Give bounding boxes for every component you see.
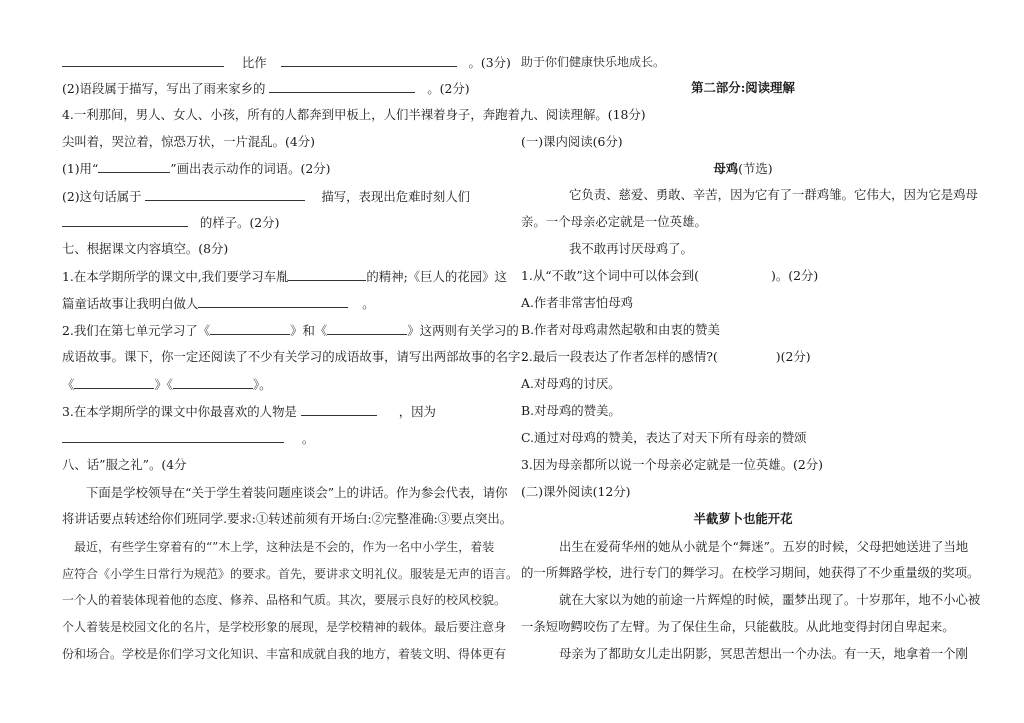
blank[interactable] bbox=[269, 80, 415, 93]
text: 。(3分) bbox=[468, 55, 511, 70]
blank[interactable] bbox=[301, 403, 377, 416]
text: 3.在本学期所学的课文中你最喜欢的人物是 bbox=[62, 404, 297, 419]
blank[interactable] bbox=[62, 430, 284, 443]
q4-text1: 4.一利那间，男人、女人、小孩，所有的人都奔到甲板上，人们半裸着身子，奔跑着， bbox=[62, 107, 533, 122]
passage1-p2: 我不敢再讨厌母鸡了。 bbox=[569, 241, 693, 256]
section1-title: (一)课内阅读(6分) bbox=[521, 134, 623, 149]
q7-item2-books bbox=[62, 376, 272, 393]
q3: 3.因为母亲都所以说一个母亲必定就是一位英雄。(2分) bbox=[521, 457, 823, 472]
text: )(2分) bbox=[775, 349, 811, 364]
blank[interactable] bbox=[281, 54, 457, 67]
text: 》和《 bbox=[290, 323, 328, 338]
q7-title: 七、根据课文内容填空。(8分) bbox=[62, 241, 229, 256]
q7-item3 bbox=[62, 403, 436, 420]
q8-prompt1: 下面是学校领导在“关于学生着装问题座谈会”上的讲话。作为参会代表，请你 bbox=[86, 485, 508, 500]
blank[interactable] bbox=[288, 268, 366, 281]
q7-item1-cont bbox=[62, 295, 375, 312]
q9-title: 九、阅读理解。(18分) bbox=[521, 107, 646, 122]
speech-line2: 应符合《小学生日常行为规范》的要求。首先，要讲求文明礼仪。服装是无声的语言。 bbox=[62, 567, 519, 581]
text: 2.我们在第七单元学习了《 bbox=[62, 323, 211, 338]
blank[interactable] bbox=[327, 322, 407, 335]
passage2-line4: 一条短吻鳄咬伤了左臂。为了保住生命，只能截肢。从此地变得封闭自卑起来。 bbox=[521, 619, 955, 634]
blank[interactable] bbox=[210, 322, 290, 335]
speech-line5: 份和场合。学校是你们学习文化知识、丰富和成就自我的地方，着装文明、得体更有 bbox=[62, 647, 507, 661]
q4-text2: 尖叫着，哭泣着，惊恐万状，一片混乱。(4分) bbox=[62, 134, 315, 149]
passage2-line5: 母亲为了都助女儿走出阴影，冥思苦想出一个办法。有一天，地拿着一个刚 bbox=[559, 646, 968, 661]
passage1-p1b: 亲。一个母亲必定就是一位英雄。 bbox=[521, 214, 707, 229]
text: (1)用“ bbox=[62, 161, 99, 176]
speech-end: 助于你们健康快乐地成长。 bbox=[521, 55, 666, 69]
text: 篇童话故事让我明白做人 bbox=[62, 296, 199, 311]
q1 bbox=[521, 268, 818, 284]
passage2-title: 半截萝卜也能开花 bbox=[693, 511, 793, 526]
text: 的精神;《巨人的花园》这 bbox=[366, 269, 507, 284]
blank[interactable] bbox=[98, 160, 170, 173]
text: )。(2分) bbox=[771, 268, 819, 283]
text: ，因为 bbox=[398, 404, 436, 419]
q1-option-a: A.作者非常害怕母鸡 bbox=[521, 295, 634, 310]
q7-item2-cont: 成语故事。课下，你一定还阅读了不少有关学习的成语故事，请写出两部故事的名字： bbox=[62, 349, 533, 364]
blank[interactable] bbox=[74, 376, 154, 389]
speech-line4: 个人着装是校园文化的名片，是学校形象的展现，是学校精神的载体。最后要注意身 bbox=[62, 620, 507, 634]
text: (2)这句话属于 bbox=[62, 189, 142, 204]
text: 》这两则有关学习的 bbox=[407, 323, 519, 338]
text: 》。 bbox=[252, 377, 272, 392]
blank[interactable] bbox=[62, 214, 188, 227]
passage2-line2: 的一所舞路学校，进行专门的舞学习。在校学习期间，她获得了不少重量级的奖项。 bbox=[521, 565, 980, 580]
text: 。 bbox=[362, 296, 375, 311]
text: 《 bbox=[62, 377, 75, 392]
q8-title: 八、话”服之礼”。(4分 bbox=[62, 457, 187, 472]
note: (节选) bbox=[738, 161, 773, 176]
text: 比作 bbox=[241, 55, 267, 70]
blank[interactable] bbox=[173, 376, 253, 389]
text: (2)语段属于描写，写出了雨来家乡的 bbox=[62, 81, 266, 96]
text: 1.从“不敢”这个词中可以体会到( bbox=[521, 268, 700, 283]
text: 。(2分) bbox=[427, 81, 470, 96]
q2-option-a: A.对母鸡的讨厌。 bbox=[521, 376, 621, 391]
q7-item1 bbox=[62, 268, 507, 285]
q8-prompt2: 将讲话要点转述给你们班同学.要求:①转述前须有开场白:②完整准确:③要点突出。 bbox=[62, 511, 513, 526]
q2 bbox=[521, 349, 811, 365]
passage1-title bbox=[521, 161, 965, 177]
passage2-line1: 出生在爱荷华州的她从小就是个“舞迷”。五岁的时候，父母把她送进了当地 bbox=[559, 539, 969, 554]
text: 》《 bbox=[154, 377, 173, 392]
text: 1.在本学期所学的课文中,我们要学习车胤 bbox=[62, 269, 289, 284]
q4-sub2 bbox=[62, 188, 470, 205]
q6-line2 bbox=[62, 80, 470, 97]
passage2-line3: 就在大家以为她的前途一片辉煌的时候，噩梦出现了。十岁那年，地不小心被 bbox=[559, 592, 981, 607]
q2-option-c: C.通过对母鸡的赞美，表达了对天下所有母亲的赞颂 bbox=[521, 430, 807, 445]
part2-heading: 第二部分:阅读理解 bbox=[691, 80, 795, 95]
section2-title: (二)课外阅读(12分) bbox=[521, 484, 631, 499]
q1-option-b: B.作者对母鸡肃然起敬和由衷的赞美 bbox=[521, 322, 720, 337]
speech-line3: 一个人的着装体现着他的态度、修养、品格和气质。其次，要展示良好的校风校貌。 bbox=[62, 593, 507, 607]
blank[interactable] bbox=[198, 295, 348, 308]
q4-sub1 bbox=[62, 160, 330, 177]
title: 母鸡 bbox=[713, 161, 739, 176]
q6-line1 bbox=[62, 54, 511, 71]
text: 2.最后一段表达了作者怎样的感情?( bbox=[521, 349, 718, 364]
q7-item2 bbox=[62, 322, 519, 339]
blank[interactable] bbox=[62, 54, 224, 67]
text: 描写，表现出危难时刻人们 bbox=[321, 189, 471, 204]
speech-line1: 最近，有些学生穿着有的“”木上学，这种法是不会的，作为一名中小学生，着装 bbox=[74, 540, 495, 554]
blank[interactable] bbox=[145, 188, 305, 201]
passage1-p1a: 它负责、慈爱、勇敢、辛苦，因为它有了一群鸡雏。它伟大，因为它是鸡母 bbox=[569, 187, 978, 202]
q7-item3-cont bbox=[62, 430, 314, 447]
text: 的样子。(2分) bbox=[199, 215, 280, 230]
q2-option-b: B.对母鸡的赞美。 bbox=[521, 403, 621, 418]
text: ”画出表示动作的词语。(2分) bbox=[170, 161, 331, 176]
text: 。 bbox=[301, 431, 315, 446]
q4-sub2-end bbox=[62, 214, 279, 231]
